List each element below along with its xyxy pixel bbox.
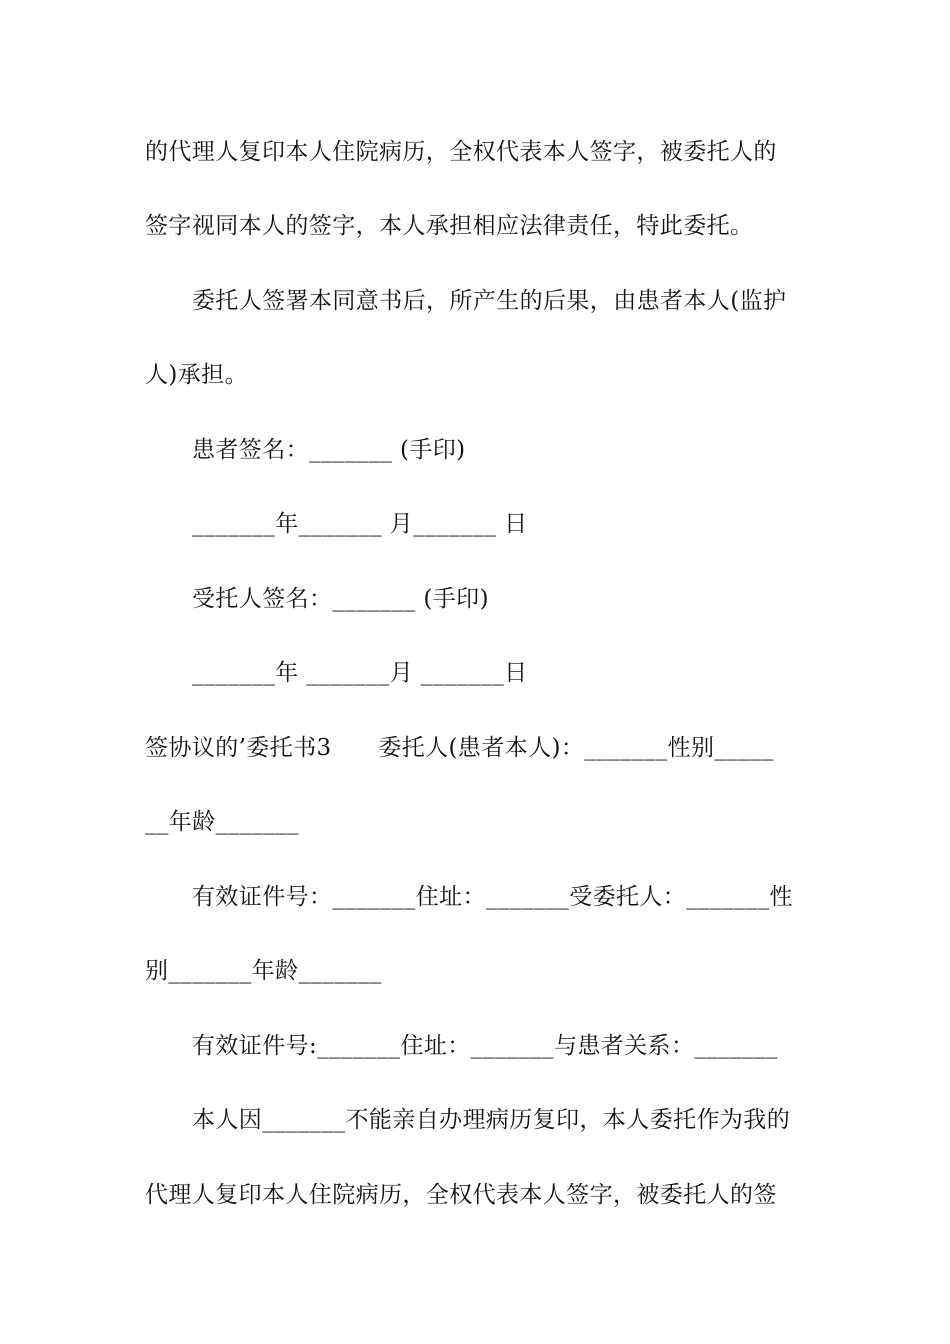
trustee-date-line: _______年 _______月 _______日 — [192, 660, 528, 686]
age-line: __年龄_______ — [145, 809, 299, 835]
paragraph-line-2: 签字视同本人的签字，本人承担相应法律责任，特此委托。 — [145, 213, 754, 239]
paragraph-line-4: 人)承担。 — [145, 362, 248, 388]
id-address-line-2: 有效证件号:_______住址：_______与患者关系：_______ — [192, 1033, 778, 1059]
patient-signature-line: 患者签名：_______ (手印) — [192, 437, 466, 463]
paragraph-line-1: 的代理人复印本人住院病历，全权代表本人签字，被委托人的 — [145, 139, 777, 165]
trustee-signature-line: 受托人签名：_______ (手印) — [192, 586, 489, 612]
paragraph-line-3: 委托人签署本同意书后，所产生的后果，由患者本人(监护 — [192, 288, 787, 314]
gender-age-line: 别_______年龄_______ — [145, 958, 382, 984]
id-address-line-1: 有效证件号：_______住址：_______受委托人：_______性 — [192, 884, 793, 910]
patient-date-line: _______年_______ 月_______ 日 — [192, 511, 528, 537]
paragraph-line-5: 本人因_______不能亲自办理病历复印，本人委托作为我的 — [192, 1107, 791, 1133]
paragraph-line-6: 代理人复印本人住院病历，全权代表本人签字，被委托人的签 — [145, 1182, 777, 1208]
section-heading-line: 签协议的’委托书3 委托人(患者本人)：_______性别_____ — [145, 735, 774, 761]
